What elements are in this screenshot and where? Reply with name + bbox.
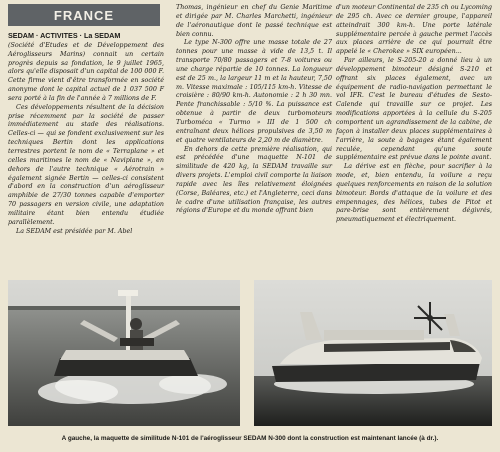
article-column-3 [336,4,492,270]
paragraph: Le type N-300 offre une masse totale de 27 tonnes pour une masse à vide de 13,5 t. Il transporte 70/80 passagers et 7-8 voitures ou une charge répartie de 10 tonnes. La longueur est de 25 m., la largeur 11 m et la hauteur, 7,50 m. Vitesse maximale : 105/115 km-h. Vitesse de croisière : 80/90 km-h. Autonomie : 2 h 30 mn. Pente franchissable : 5/10 %. La puissance est obtenue à partir de deux turbomoteurs Turboméca « Turmo » III de 1 500 ch entraînant deux hélices propulsives de 3,50 m et quatre ventilateurs de 2,20 m de diamètre. [176,39,332,144]
figure-caption: A gauche, la maquette de similitude N-101 de l'aéroglisseur SEDAM N-300 dont la construction est maintenant lancée (à dr.). [61,435,439,442]
photo-n101-model [8,280,240,426]
paragraph: d'un moteur Continental de 235 ch ou Lycoming de 295 ch. Avec ce dernier groupe, l'appareil atteindrait 300 km-h. Une porte latérale supplémentaire percée à gauche permet l'accès aux places arrière de ce qui pourrait être appelé le « Cherokee » SIX européen... [336,4,492,56]
paragraph: Par ailleurs, le S-205-20 a donné lieu à un développement bimoteur désigné S-210 et offrant six places également, avec un équipement de radio-navigation permettant le vol IFR. C'est le bureau d'études de Sesto-Calende qui travaille sur ce projet. Les modifications apportées à la cellule du S-205 comportent un agrandissement de la cabine, de façon à installer deux places supplémentaires à l'arrière, la soute à bagages étant également reculée, cependant qu'une soute supplémentaire est prévue dans le pointe avant. [336,57,492,162]
paragraph: La dérive est en flèche, pour sacrifier à la mode, et, bien entendu, la voilure a reçu quelques renforcements en raison de la solution bimoteur. Bords d'attaque de la voilure et des empennages, des hélices, tubes de Pitot et pare-brise sont entièrement dégivrés, pneumatiquement et électriquement. [336,163,492,224]
article-column-1 [8,32,164,270]
paragraph: Thomas, ingénieur en chef du Genie Maritime et dirigée par M. Charles Marchetti, ingénieur de l'aéronautique dont le passé technique est bien connu. [176,4,332,38]
paragraph: La SEDAM est présidée par M. Abel [16,227,133,235]
paragraph: En dehors de cette première réalisation, qui est précédée d'une maquette N-101 de similitude de 420 kg, la SEDAM travaille sur divers projets. L'emploi civil comporte la liaison rapide avec les îles relativement éloignées (Corse, Baléares, etc.) et l'Angleterre, ceci dans le cadre d'une utilisation française, les autres régions d'Europe et du monde offrant bien [176,145,332,215]
paragraph: Ces développements résultent de la décision prise récemment par la société de passer immédiatement au stade des réalisations. Celles-ci — qui se fondent exclusivement sur les techniques Bertin dont les applications terrestres portent le nom de « Terraplane » et celles maritimes le nom de « Naviplane », en dehors de l'autre technique « Aérotrain » également signée Bertin — celles-ci consistent d'abord en la construction d'un aéroglisseur amphibie de 27/30 tonnes capable d'emporter 70 passagers en version civile, une adaptation militaire étant bien entendu étudiée parallèlement. [8,103,164,226]
article-heading: SEDAM · ACTIVITES · La SEDAM [8,31,121,40]
paragraph: (Société d'Etudes et de Développement des Aéroglisseurs Marins) connait un certain progrès depuis sa fondation, le 9 juillet 1965, alors qu'elle disposait d'un capital de 100 000 F. Cette firme vient d'être transformée en société anonyme dont le capital actuel de 1 037 500 F sera porté à la fin de l'année à 7 millions de F. [8,41,164,102]
photo-n300-hovercraft [254,280,492,426]
article-column-2 [176,4,332,270]
hovercraft-n300-image [254,280,492,426]
section-banner: FRANCE [8,4,160,26]
hovercraft-model-image [8,280,240,426]
